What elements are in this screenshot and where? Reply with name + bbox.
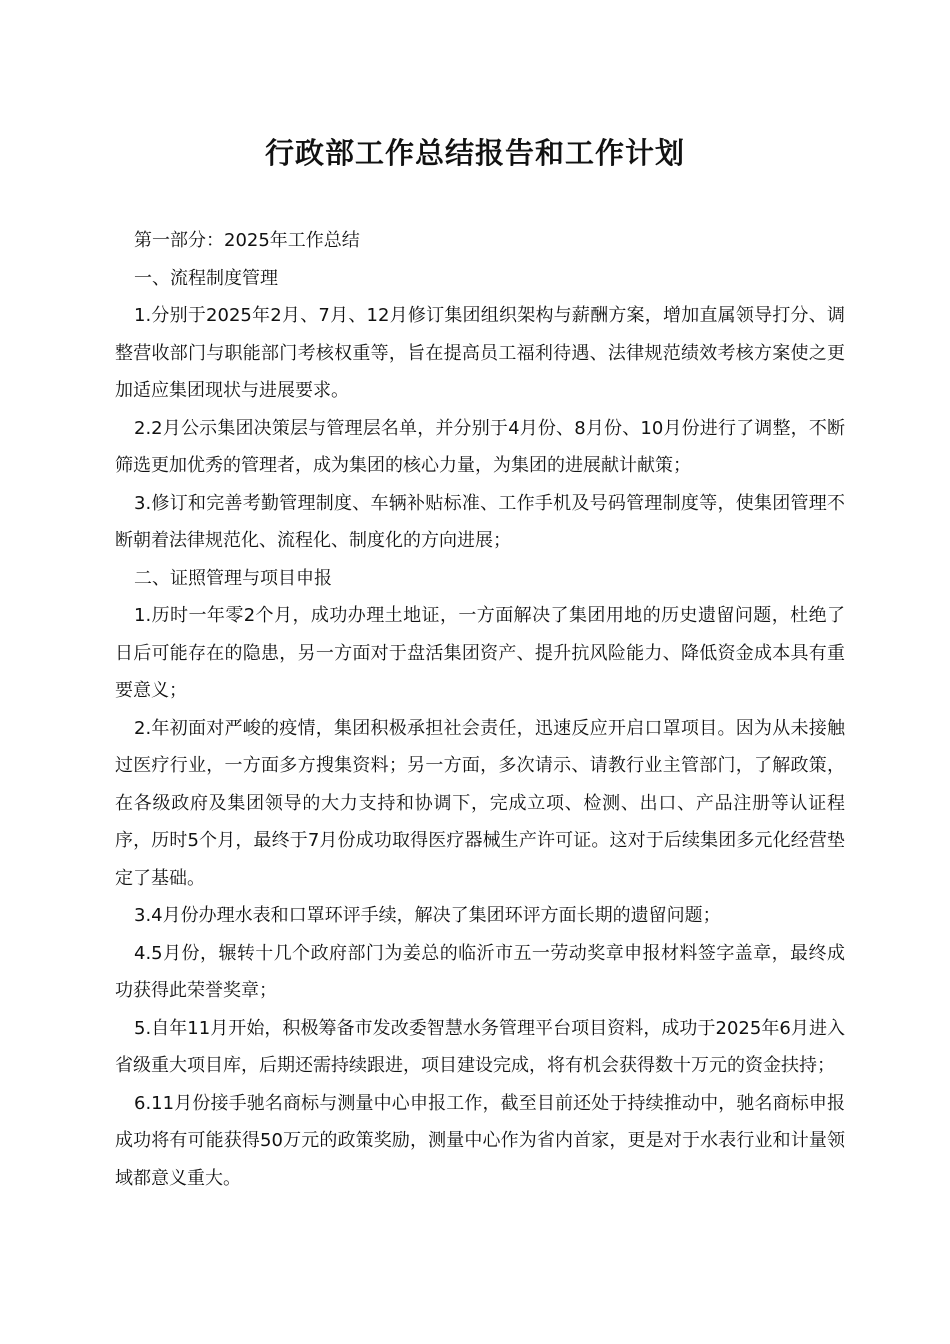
paragraph-item: 3.4月份办理水表和口罩环评手续，解决了集团环评方面长期的遗留问题； [134, 905, 721, 926]
section-heading-process-management: 一、流程制度管理 [134, 267, 278, 289]
paragraph-item: 2.2月公示集团决策层与管理层名单，并分别于4月份、8月份、10月份进行了调整，不断筛选更加优秀的管理者，成为集团的核心力量，为集团的进展献计献策； [115, 417, 845, 476]
section-heading-part-one: 第一部分：2025年工作总结 [134, 230, 360, 251]
section-heading-license-management: 二、证照管理与项目申报 [134, 567, 332, 589]
paragraph-item: 1.历时一年零2个月，成功办理土地证，一方面解决了集团用地的历史遗留问题，杜绝了日后可能存在的隐患，另一方面对于盘活集团资产、提升抗风险能力、降低资金成本具有重要意义； [115, 605, 845, 701]
paragraph-item: 2.年初面对严峻的疫情，集团积极承担社会责任，迅速反应开启口罩项目。因为从未接触过医疗行业，一方面多方搜集资料；另一方面，多次请示、请教行业主管部门，了解政策，在各级政府及集团领导的大力支持和协调下，完成立项、检测、出口、产品注册等认证程序，历时5个月，最终于7月份成功取得医疗器械生产许可证。这对于后续集团多元化经营垫定了基础。 [115, 717, 845, 889]
paragraph-item: 3.修订和完善考勤管理制度、车辆补贴标准、工作手机及号码管理制度等，使集团管理不断朝着法律规范化、流程化、制度化的方向进展； [115, 492, 845, 551]
paragraph-item: 6.11月份接手驰名商标与测量中心申报工作，截至目前还处于持续推动中，驰名商标申报成功将有可能获得50万元的政策奖励，测量中心作为省内首家，更是对于水表行业和计量领域都意义重大。 [115, 1092, 845, 1189]
paragraph-item: 5.自年11月开始，积极筹备市发改委智慧水务管理平台项目资料，成功于2025年6月进入省级重大项目库，后期还需持续跟进，项目建设完成，将有机会获得数十万元的资金扶持； [115, 1017, 845, 1076]
document-title: 行政部工作总结报告和工作计划 [264, 136, 685, 170]
document-body [115, 222, 845, 1197]
paragraph-item: 4.5月份，辗转十几个政府部门为姜总的临沂市五一劳动奖章申报材料签字盖章，最终成功获得此荣誉奖章； [115, 942, 845, 1001]
paragraph-item: 1.分别于2025年2月、7月、12月修订集团组织架构与薪酬方案，增加直属领导打分、调整营收部门与职能部门考核权重等，旨在提高员工福利待遇、法律规范绩效考核方案使之更加适应集团现状与进展要求。 [115, 305, 845, 401]
